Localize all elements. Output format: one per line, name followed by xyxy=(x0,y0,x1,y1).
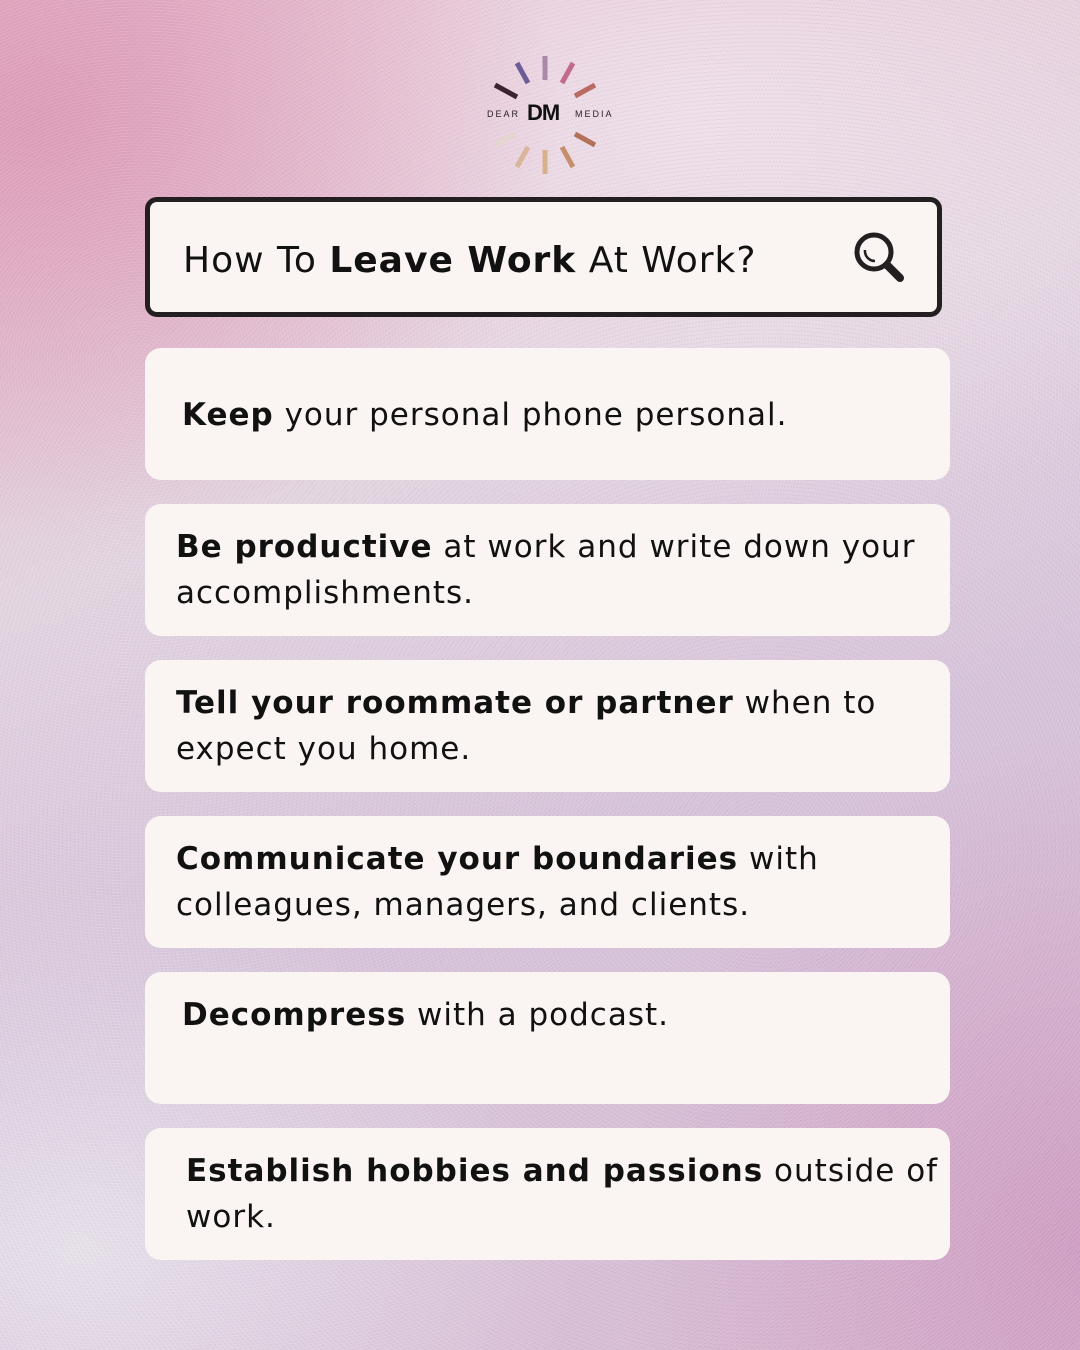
tip-rest: with colleagues, managers, and clients. xyxy=(176,841,819,923)
search-bar[interactable] xyxy=(145,197,942,317)
tip-bold: Be productive xyxy=(176,529,433,565)
search-query-bold: Leave Work xyxy=(329,240,577,281)
tip-bold: Establish hobbies and passions xyxy=(186,1153,764,1189)
dear-media-logo xyxy=(475,48,615,183)
brand-word-media: MEDIA xyxy=(575,109,614,119)
tip-text xyxy=(182,992,942,1038)
tip-bold: Decompress xyxy=(182,997,407,1033)
search-query xyxy=(183,240,757,281)
tip-card xyxy=(145,348,950,480)
tip-rest: at work and write down your accomplishments. xyxy=(176,529,916,611)
tip-rest: your personal phone personal. xyxy=(273,397,788,433)
tip-bold: Keep xyxy=(182,397,274,433)
tip-rest: with a podcast. xyxy=(406,997,669,1033)
search-query-prefix: How To xyxy=(183,240,330,281)
tip-card xyxy=(145,1128,950,1260)
tip-rest: outside of work. xyxy=(186,1153,939,1235)
tip-bold: Tell your roommate or partner xyxy=(176,685,734,721)
search-query-suffix: At Work? xyxy=(576,240,757,281)
tip-text xyxy=(176,680,936,772)
tip-card xyxy=(145,504,950,636)
tip-text xyxy=(176,836,936,928)
search-icon[interactable] xyxy=(850,228,910,288)
tip-card xyxy=(145,660,950,792)
brand-mark-dm: DM xyxy=(527,100,560,125)
tip-bold: Communicate your boundaries xyxy=(176,841,739,877)
tip-text xyxy=(176,524,936,616)
brand-word-dear: DEAR xyxy=(487,109,521,119)
tip-card xyxy=(145,972,950,1104)
tip-text xyxy=(182,392,942,438)
tip-text xyxy=(186,1148,946,1240)
tip-rest: when to expect you home. xyxy=(176,685,877,767)
tip-card xyxy=(145,816,950,948)
